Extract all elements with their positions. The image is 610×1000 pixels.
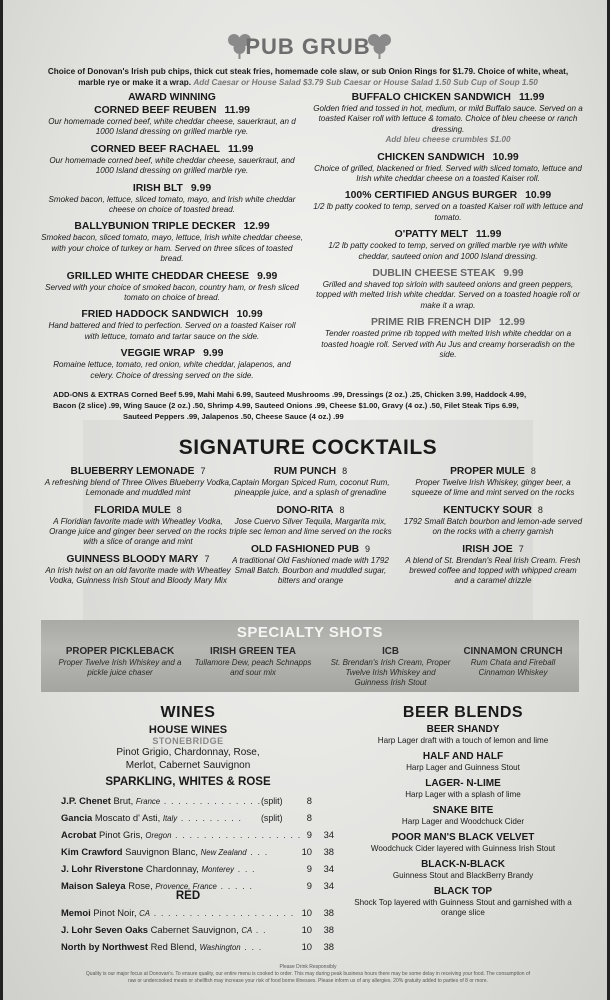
cocktail-title: GUINNESS BLOODY MARY <box>66 554 199 565</box>
beer-blend-name: BEER SHANDY <box>426 724 500 735</box>
menu-item-description: Romaine lettuce, tomato, red onion, white cheddar, jalapenos, and celery. Choice of dressing served on the side. <box>53 360 291 380</box>
beer-blend-description: Harp Lager with a splash of lime <box>405 790 521 799</box>
menu-item-description: Served with your choice of smoked bacon, country ham, or fresh sliced tomato on choice of bread. <box>45 282 299 303</box>
beer-blend-name: LAGER- N-LIME <box>425 778 501 789</box>
menu-item <box>41 347 303 381</box>
cocktail-description: 1792 Small Batch bourbon and lemon-ade served on the rocks with a cherry garnish <box>403 517 583 536</box>
menu-item-name <box>313 189 583 202</box>
addons-line: Bacon (2 slice) .99, Wing Sauce (2 oz.) .50, Shrimp 4.99, Sauteed Onions .99, Cheese $1.00, Gravy (4 oz.) .50, Filet Steak Tips 6.99, <box>53 401 519 410</box>
beer-blend-name: BLACK-N-BLACK <box>421 859 505 870</box>
menu-item-extra <box>313 135 583 145</box>
menu-item-name <box>313 316 583 329</box>
cocktail-name <box>43 465 233 478</box>
cocktail-item <box>43 504 233 547</box>
wine-region: CA <box>241 926 253 935</box>
house-wines-title: HOUSE WINES <box>148 724 228 736</box>
menu-item-price: 10.99 <box>525 190 552 202</box>
menu-item-description: Our homemade corned beef, white cheddar cheese, sauerkraut, and 1000 Island dressing on grilled marble rye. <box>49 155 295 176</box>
cocktail-description: A refreshing blend of Three Olives Blueberry Vodka, Lemonade and muddled mint <box>44 478 232 497</box>
cocktails-center-column <box>228 465 393 592</box>
house-wines-line: Merlot, Cabernet Sauvignon <box>125 760 251 771</box>
beer-blends-title: BEER BLENDS <box>402 704 524 721</box>
beer-blend-item <box>343 751 583 773</box>
menu-item-description: 1/2 lb patty cooked to temp, served on grilled marble rye with white cheddar, sauteed onion and 1000 Island dressing. <box>328 241 568 261</box>
specialty-shot-description: Tullamore Dew, peach Schnapps and sour mix <box>194 658 312 677</box>
cocktail-name <box>228 543 393 556</box>
footer-line: Please Drink Responsibly <box>279 964 337 970</box>
intro-line: Choice of Donovan's Irish pub chips, thick cut steak fries, homemade cole slaw, or sub Onion Rings for $1.79. Choice of white, wheat, <box>47 67 569 76</box>
red-wines-title: RED <box>175 890 201 902</box>
addons-label: ADD-ONS & EXTRAS <box>53 390 129 399</box>
wine-producer: North by Northwest <box>61 941 148 952</box>
beer-blend-description: Harp Lager draft with a touch of lemon and lime <box>377 736 549 745</box>
cocktail-description: An Irish twist on an old favorite made with Wheatley Vodka, Guinness Irish Stout and Bloody Mary Mix <box>45 566 231 585</box>
cocktail-price: 8 <box>339 505 345 515</box>
menu-item-description: Tender roasted prime rib topped with melted Irish white cheddar on a toasted hoagie roll. Served with Au Jus and creamy horseradish on the side. <box>321 329 575 360</box>
wine-dot-leader: . . . . . . . . . . . . . . . . . . . . <box>150 907 295 918</box>
wine-region: Italy <box>162 814 178 823</box>
wine-varietal: Moscato d' Asti, <box>92 812 163 823</box>
beer-blend-item <box>343 832 583 854</box>
beer-blend-description: Harp Lager and Woodchuck Cider <box>401 817 525 826</box>
menu-item-price: 11.99 <box>475 229 502 241</box>
wine-bottle-price: 34 <box>323 880 334 891</box>
cocktail-price: 7 <box>518 544 524 554</box>
wine-bottle-price: 38 <box>323 907 334 918</box>
menu-item-description: Golden fried and tossed in hot, medium, or mild Buffalo sauce. Served on a toasted Kaiser roll with lettuce & tomato. Choice of bleu cheese or ranch dressing. <box>313 104 583 134</box>
house-wines-line: Pinot Grigio, Chardonnay, Rose, <box>116 747 260 758</box>
cocktail-price: 8 <box>530 466 536 476</box>
wines-title: WINES <box>160 704 216 721</box>
specialty-shot <box>188 646 318 678</box>
wine-region: Washington <box>199 943 241 952</box>
menu-item-title: AWARD WINNING <box>128 92 216 103</box>
pub-grub-left-column <box>41 91 303 386</box>
menu-item <box>41 220 303 264</box>
menu-item-price: 9.99 <box>503 268 524 280</box>
menu-item-name <box>41 347 303 360</box>
wine-region: New Zealand <box>200 848 247 857</box>
cocktail-title: BLUEBERRY LEMONADE <box>70 466 195 477</box>
beer-blend-name: HALF AND HALF <box>422 751 504 762</box>
menu-item <box>41 143 303 177</box>
beer-blend-item <box>343 805 583 827</box>
cocktail-item <box>403 543 583 586</box>
footer-line: Quality is our major focus at Donovan's. To ensure quality, our entire menu is cooked to order. This may during peak business hours there may be some delay in receiving your food. The consumption of <box>85 971 531 977</box>
specialty-shots-title: SPECIALTY SHOTS <box>236 624 384 641</box>
wine-varietal: Red Blend, <box>147 941 200 952</box>
wine-bottle-price: 38 <box>323 941 334 952</box>
beer-blend-name: POOR MAN'S BLACK VELVET <box>391 832 535 843</box>
wine-dot-leader: . . <box>252 924 267 935</box>
wine-glass-price: 10 <box>301 846 312 857</box>
menu-item-price: 11.99 <box>224 105 250 116</box>
wine-row <box>61 940 334 954</box>
wine-producer: Kim Crawford <box>61 846 123 857</box>
wine-dot-leader: . . . <box>240 941 263 952</box>
cocktail-name <box>43 553 233 566</box>
cocktail-price: 7 <box>204 554 210 564</box>
wine-varietal: Chardonnay, <box>143 863 202 874</box>
menu-item-name <box>41 143 303 156</box>
menu-item-title: DUBLIN CHEESE STEAK <box>372 268 496 280</box>
wine-region: France <box>135 797 161 806</box>
wine-row <box>61 811 331 825</box>
house-wines-brand: STONEBRIDGE <box>152 736 224 746</box>
wine-row <box>61 845 334 859</box>
menu-item-name <box>313 267 583 280</box>
menu-item-name <box>41 220 303 233</box>
menu-item-description: 1/2 lb patty cooked to temp, served on a toasted Kaiser roll with lettuce and tomato. <box>313 202 583 222</box>
wine-row <box>61 828 334 842</box>
cocktail-description: A Floridian favorite made with Wheatley Vodka, Orange juice and ginger beer served on the rocks with a slice of orange and mint <box>49 517 227 546</box>
menu-item-price: 11.99 <box>227 143 254 155</box>
menu-item-title: CHICKEN SANDWICH <box>377 151 485 163</box>
menu-item-title: O'PATTY MELT <box>394 229 468 241</box>
pub-grub-intro <box>23 66 593 88</box>
menu-item-price: 9.99 <box>190 182 212 194</box>
cocktail-item <box>228 504 393 537</box>
cocktail-item <box>228 465 393 498</box>
wine-producer: Gancia <box>61 812 93 823</box>
beer-blend-item <box>343 778 583 800</box>
menu-item-description: Smoked bacon, sliced tomato, mayo, lettuce, Irish white cheddar cheese, with your choice of turkey or ham. Served on three slices of toasted bread. <box>41 233 303 264</box>
cocktail-title: OLD FASHIONED PUB <box>250 544 360 555</box>
menu-item-price: 10.99 <box>492 151 519 163</box>
footer-disclaimer <box>63 964 553 985</box>
cocktail-title: PROPER MULE <box>450 466 525 477</box>
wine-varietal: Sauvignon Blanc, <box>122 846 201 857</box>
specialty-shot-name: IRISH GREEN TEA <box>209 646 296 657</box>
menu-item-price: 9.99 <box>257 270 278 282</box>
wine-region: Oregon <box>145 831 172 840</box>
wine-producer: J. Lohr Riverstone <box>61 863 144 874</box>
wine-producer: Acrobat <box>61 829 97 840</box>
cocktail-item <box>403 465 583 498</box>
cocktail-name <box>43 504 233 517</box>
cocktail-name <box>228 465 393 478</box>
wine-glass-price: 10 <box>301 907 312 918</box>
menu-item <box>313 151 583 185</box>
menu-item <box>313 267 583 311</box>
wine-bottle-price: 34 <box>323 863 334 874</box>
menu-item-description: Our homemade corned beef, white cheddar cheese, sauerkraut, an d 1000 Island dressing on grilled marble rye. <box>48 117 296 137</box>
signature-cocktails-title: SIGNATURE COCKTAILS <box>178 436 438 459</box>
cocktail-item <box>403 504 583 537</box>
menu-item-name <box>313 91 583 104</box>
wine-glass-price: 10 <box>301 924 312 935</box>
wine-dot-leader: . . . . . . . . . <box>177 812 243 823</box>
specialty-shot <box>453 646 573 678</box>
beer-blend-name: BLACK TOP <box>433 886 493 897</box>
menu-item-description: Choice of grilled, blackened or fried. Served with sliced tomato, lettuce and Irish white cheddar cheese on a toasted Kaiser roll. <box>314 163 582 184</box>
menu-item-name <box>41 270 303 283</box>
wine-glass-price: 10 <box>301 941 312 952</box>
wine-varietal: Brut, <box>110 795 136 806</box>
menu-item <box>313 228 583 262</box>
menu-item <box>313 91 583 146</box>
wine-glass-price: 8 <box>306 795 312 806</box>
wine-producer: J. Lohr Seven Oaks <box>61 924 149 935</box>
cocktail-description: A traditional Old Fashioned made with 1792 Small Batch. Bourbon and muddled sugar, bitters and orange <box>232 556 389 585</box>
beer-blend-description: Shock Top layered with Guinness Stout and garnished with a orange slice <box>354 898 572 917</box>
cocktail-price: 7 <box>200 466 206 476</box>
cocktail-name <box>403 543 583 556</box>
wine-region: Monterey <box>201 865 235 874</box>
wine-bottle-price: 38 <box>323 924 334 935</box>
wine-producer: Maison Saleya <box>61 880 126 891</box>
menu-item-name <box>41 308 303 321</box>
beer-blend-description: Harp Lager and Guinness Stout <box>406 763 520 772</box>
cocktail-name <box>403 504 583 517</box>
menu-item-price: 12.99 <box>499 317 526 329</box>
cocktail-title: FLORIDA MULE <box>94 505 171 516</box>
sparkling-title: SPARKLING, WHITES & ROSE <box>105 776 271 788</box>
specialty-shot-name: CINNAMON CRUNCH <box>463 646 563 657</box>
cocktails-left-column <box>43 465 233 592</box>
menu-item-title: BUFFALO CHICKEN SANDWICH <box>351 92 511 103</box>
wine-varietal: Rose, <box>125 880 156 891</box>
menu-item <box>41 308 303 342</box>
menu-item-title: GRILLED WHITE CHEDDAR CHEESE <box>66 270 250 282</box>
menu-item-name <box>41 91 303 104</box>
cocktail-description: Captain Morgan Spiced Rum, coconut Rum, pineapple juice, and a splash of grenadine <box>231 478 390 497</box>
specialty-shot-name: ICB <box>382 646 399 657</box>
wine-glass-price: 9 <box>306 880 312 891</box>
wine-glass-price: 9 <box>306 863 312 874</box>
beer-blend-item <box>343 724 583 746</box>
addons-extras <box>53 389 563 422</box>
wine-dot-leader: . . . . . <box>216 880 253 891</box>
menu-item-description: Grilled and shaved top sirloin with sauteed onions and green peppers, topped with melted Irish white cheddar. Served on a toasted hoagie roll or make it a wrap. <box>316 280 580 310</box>
cocktail-title: RUM PUNCH <box>273 466 337 477</box>
cocktail-description: A blend of St. Brendan's Real Irish Cream. Fresh brewed coffee and topped with whipped cream and a caramel drizzle <box>405 556 581 585</box>
specialty-shot-description: Rum Chata and Fireball Cinnamon Whiskey <box>470 658 556 677</box>
cocktail-price: 8 <box>342 466 348 476</box>
cocktail-title: IRISH JOE <box>462 544 513 555</box>
wine-split-label: (split) <box>261 813 283 823</box>
beer-blend-description: Guinness Stout and BlackBerry Brandy <box>392 871 534 880</box>
intro-addons: Add Caesar or House Salad $3.79 Sub Caesar or House Salad 1.50 Sub Cup of Soup 1.50 <box>193 78 538 87</box>
menu-item-price: 12.99 <box>243 221 270 233</box>
cocktail-price: 8 <box>176 505 182 515</box>
wine-producer: Memoi <box>61 907 91 918</box>
wine-glass-price: 8 <box>306 812 312 823</box>
menu-item-description: Hand battered and fried to perfection. Served on a toasted Kaiser roll with lettuce, tomato and tartar sauce on the side. <box>48 321 296 341</box>
menu-item-title: BALLYBUNION TRIPLE DECKER <box>74 221 236 233</box>
wine-dot-leader: . . . <box>246 846 269 857</box>
menu-item-title: CORNED BEEF REUBEN <box>94 105 217 116</box>
menu-item-title: CORNED BEEF RACHAEL <box>90 143 220 155</box>
menu-item-price: 10.99 <box>236 309 263 321</box>
beer-blend-name: SNAKE BITE <box>432 805 494 816</box>
cocktail-item <box>43 553 233 586</box>
cocktail-name <box>403 465 583 478</box>
menu-item-price: 9.99 <box>203 348 224 360</box>
wine-dot-leader: . . . . . . . . . . . . . . . . . . <box>171 829 302 840</box>
wine-varietal: Pinot Noir, <box>90 907 140 918</box>
specialty-shot-name: PROPER PICKLEBACK <box>65 646 175 657</box>
menu-item-price: 11.99 <box>518 92 545 103</box>
addons-line: Sauteed Peppers .99, Jalapenos .50, Cheese Sauce (4 oz.) .99 <box>123 412 344 421</box>
cocktail-name <box>228 504 393 517</box>
wine-row <box>61 794 331 808</box>
menu-item <box>41 182 303 216</box>
wines-section <box>43 704 333 788</box>
menu-item-title: VEGGIE WRAP <box>120 348 196 360</box>
menu-item-name <box>41 182 303 195</box>
beer-blend-description: Woodchuck Cider layered with Guinness Irish Stout <box>370 844 556 853</box>
beer-blend-item <box>343 886 583 918</box>
beer-blends-list <box>343 724 583 923</box>
cocktail-item <box>43 465 233 498</box>
menu-item-name <box>313 151 583 164</box>
cocktails-right-column <box>403 465 583 592</box>
intro-line: marble rye or make it a wrap. Add Caesar or House Salad $3.79 Sub Caesar or House Salad 1.50 Sub Cup of Soup 1.50 <box>78 78 538 87</box>
wine-bottle-price: 34 <box>323 829 334 840</box>
cocktail-price: 9 <box>365 544 371 554</box>
menu-item-extra-text: Add bleu cheese crumbles $1.00 <box>385 135 511 145</box>
menu-item-title: IRISH BLT <box>132 182 183 194</box>
menu-item <box>41 270 303 304</box>
wine-split-label: (split) <box>261 796 283 806</box>
wine-producer: J.P. Chenet <box>61 795 111 806</box>
wine-varietal: Pinot Gris, <box>96 829 146 840</box>
cocktail-description: Proper Twelve Irish Whiskey, ginger beer, a squeeze of lime and mint served on the rocks <box>411 478 575 497</box>
cocktail-item <box>228 543 393 586</box>
cocktail-description: Jose Cuervo Silver Tequila, Margarita mix, triple sec lemon and lime served on the rocks <box>229 517 392 536</box>
beer-blend-item <box>343 859 583 881</box>
wine-dot-leader: . . . <box>234 863 256 874</box>
menu-item <box>41 91 303 104</box>
menu-item-description: Smoked bacon, lettuce, sliced tomato, mayo, and Irish white cheddar cheese on choice of toasted bread. <box>48 194 296 215</box>
specialty-shot <box>55 646 185 678</box>
menu-item <box>313 316 583 360</box>
wine-glass-price: 9 <box>306 829 312 840</box>
cocktail-price: 8 <box>537 505 543 515</box>
footer-line: raw or undercooked meats or shellfish may increase your risk of food borne illnesses. Please inform us of any allergies. 20% gratuity added to parties of 8 or more. <box>128 978 488 984</box>
cocktail-title: DONO-RITA <box>276 505 334 516</box>
menu-item-title: PRIME RIB FRENCH DIP <box>370 317 492 329</box>
wine-region: CA <box>139 909 151 918</box>
specialty-shot <box>328 646 453 688</box>
menu-item <box>313 189 583 223</box>
wine-region: Provence, France <box>155 882 217 891</box>
wine-row <box>61 923 334 937</box>
cocktail-title: KENTUCKY SOUR <box>443 505 532 516</box>
wine-varietal: Cabernet Sauvignon, <box>148 924 242 935</box>
addons-line: ADD-ONS & EXTRAS Corned Beef 5.99, Mahi Mahi 6.99, Sauteed Mushrooms .99, Dressings (2 oz.) .25, Chicken 3.99, Haddock 4.99, <box>53 390 527 399</box>
specialty-shot-description: St. Brendan's Irish Cream, Proper Twelve Irish Whiskey and Guinness Irish Stout <box>330 658 451 687</box>
menu-item-title: FRIED HADDOCK SANDWICH <box>81 309 229 321</box>
menu-item-title: 100% CERTIFIED ANGUS BURGER <box>344 190 518 202</box>
wine-row <box>61 906 334 920</box>
pub-grub-right-column <box>313 91 583 366</box>
wine-row <box>61 862 334 876</box>
wine-dot-leader: . . . . . . . . . . . . . . <box>160 795 262 806</box>
menu-item-name <box>41 104 303 117</box>
menu-item <box>41 104 303 138</box>
pub-grub-title: PUB GRUB <box>245 34 371 59</box>
specialty-shot-description: Proper Twelve Irish Whiskey and a pickle juice chaser <box>58 658 182 677</box>
wine-bottle-price: 38 <box>323 846 334 857</box>
menu-item-name <box>313 228 583 241</box>
